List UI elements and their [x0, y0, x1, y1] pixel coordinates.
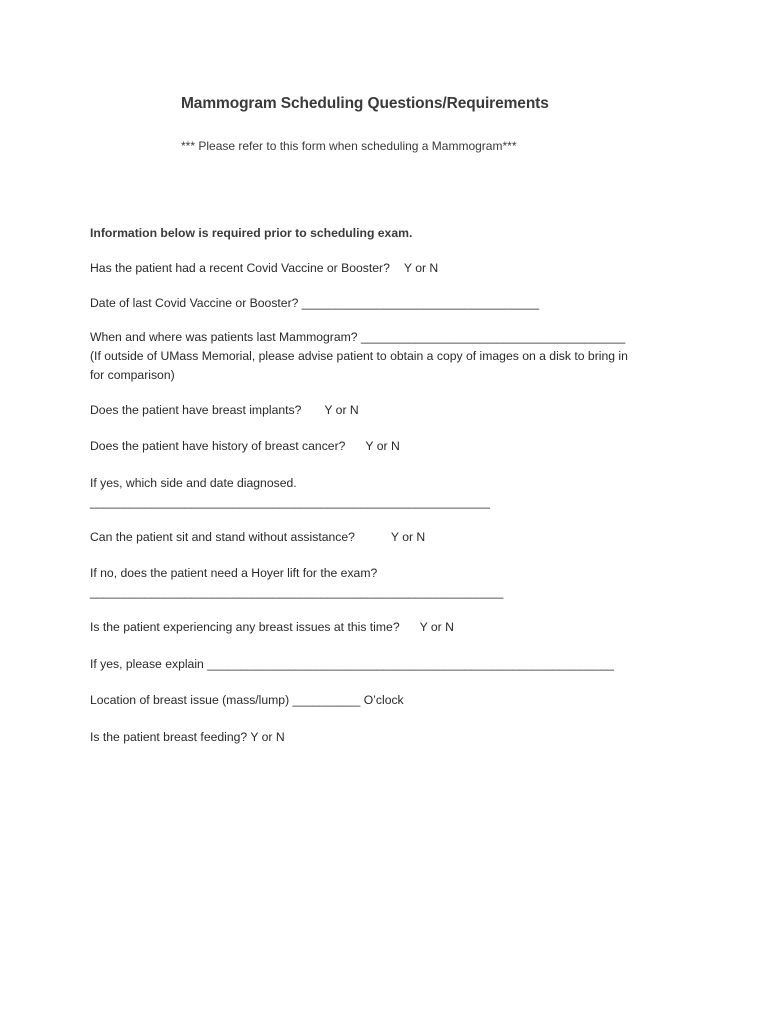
question-hoyer-lift: If no, does the patient need a Hoyer lift for the exam?: [90, 566, 378, 580]
question-issue-location: Location of breast issue (mass/lump) __________ O’clock: [90, 693, 404, 707]
question-mobility-answer: Y or N: [390, 530, 426, 544]
question-breast-issues-answer: Y or N: [419, 620, 454, 634]
question-implants-label: Does the patient have breast implants?: [90, 403, 302, 417]
question-mobility: [90, 528, 425, 547]
question-implants-answer: Y or N: [324, 403, 359, 417]
question-cancer-history-label: Does the patient have history of breast cancer?: [90, 439, 346, 453]
question-last-mammogram-note-line2: for comparison): [90, 368, 175, 382]
question-cancer-history: [90, 437, 400, 456]
question-last-mammogram-note-line1: (If outside of UMass Memorial, please advise patient to obtain a copy of images on a disk to bring in: [90, 349, 628, 363]
question-covid-vaccine-answer: Y or N: [403, 261, 439, 275]
question-mobility-label: Can the patient sit and stand without assistance?: [90, 530, 355, 544]
page-title: Mammogram Scheduling Questions/Requirements: [181, 95, 549, 112]
question-explain: If yes, please explain ____________________________________________________________: [90, 657, 614, 671]
question-side-date-blank: ___________________________________________________________: [90, 495, 490, 509]
question-covid-date: Date of last Covid Vaccine or Booster? ___________________________________: [90, 296, 540, 310]
question-covid-vaccine: [90, 259, 438, 278]
question-breast-feeding: Is the patient breast feeding? Y or N: [90, 730, 285, 744]
question-last-mammogram: When and where was patients last Mammogram? _______________________________________: [90, 330, 626, 344]
form-intro: Information below is required prior to scheduling exam.: [90, 226, 413, 240]
question-covid-vaccine-label: Has the patient had a recent Covid Vaccine or Booster?: [90, 261, 390, 275]
question-cancer-history-answer: Y or N: [365, 439, 400, 453]
question-side-date: If yes, which side and date diagnosed.: [90, 476, 297, 490]
question-hoyer-lift-blank: _____________________________________________________________: [90, 585, 504, 599]
question-implants: [90, 401, 359, 420]
page-subtitle: *** Please refer to this form when scheduling a Mammogram***: [181, 139, 517, 153]
question-breast-issues: [90, 618, 454, 637]
question-breast-issues-label: Is the patient experiencing any breast issues at this time?: [90, 620, 400, 634]
